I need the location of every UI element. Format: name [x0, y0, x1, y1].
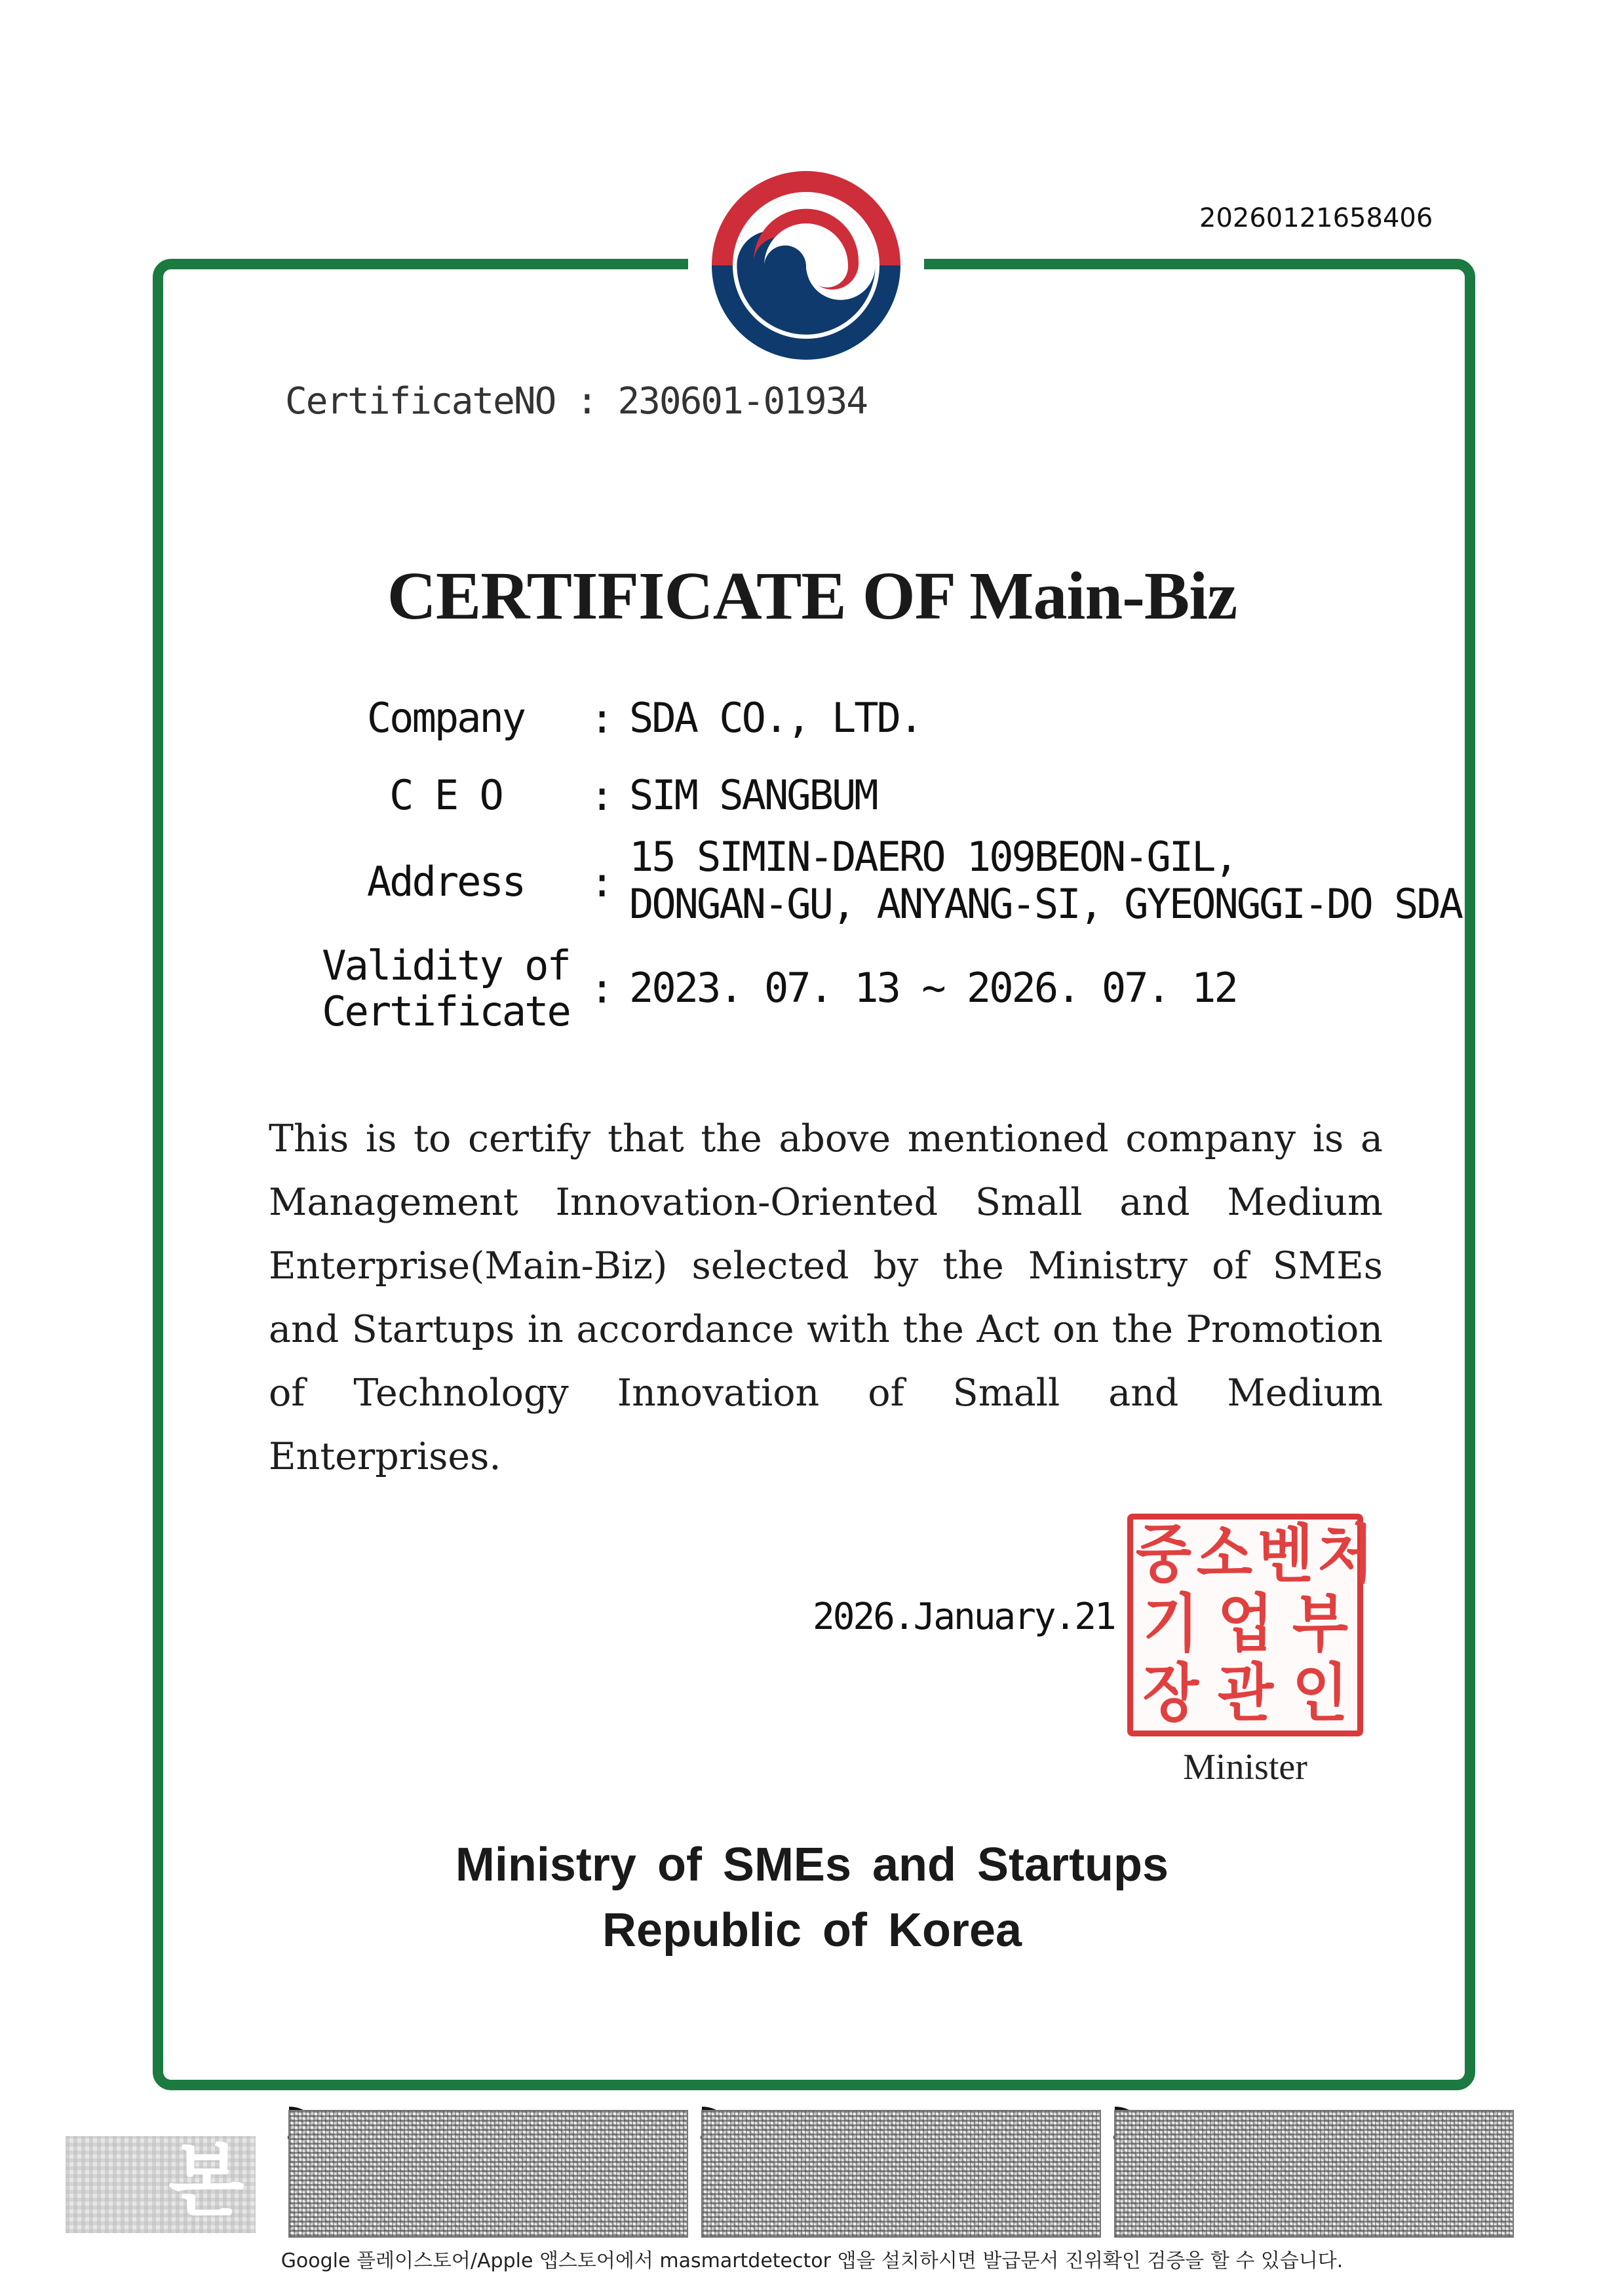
company-label: Company [366, 694, 525, 742]
document-issue-number: 20260121658406 [1199, 203, 1433, 233]
issuer-country: Republic of Korea [602, 1904, 1022, 1957]
official-seal [1127, 1514, 1374, 1736]
seal-row-3 [1133, 1658, 1357, 1728]
certificate-number: CertificateNO : 230601-01934 [285, 380, 868, 423]
validity-label-line-2: Certificate [322, 987, 570, 1035]
seal-char: 장 [1142, 1656, 1199, 1730]
ceo-value: SIM SANGBUM [629, 771, 877, 819]
company-colon: : [590, 695, 615, 742]
seal-char: 기 [1142, 1587, 1199, 1660]
signatory-title: Minister [1183, 1747, 1307, 1788]
address-line-2: DONGAN-GU, ANYANG-SI, GYEONGGI-DO SDA [629, 880, 1462, 928]
ceo-label: C E O [389, 771, 502, 819]
address-label: Address [366, 858, 525, 906]
seal-row-1 [1133, 1518, 1374, 1591]
issuer-ministry: Ministry of SMEs and Startups [455, 1839, 1169, 1891]
seal-char: 처 [1317, 1518, 1374, 1591]
address-colon: : [590, 858, 615, 906]
seal-char: 관 [1217, 1656, 1273, 1730]
seal-char: 소 [1196, 1518, 1252, 1591]
ceo-colon: : [590, 772, 615, 820]
taegeuk-icon [701, 161, 911, 370]
seal-row-2 [1133, 1589, 1357, 1658]
validity-colon: : [590, 965, 615, 1012]
certificate-title: CERTIFICATE OF Main-Biz [387, 558, 1237, 634]
verification-code-1 [288, 2110, 688, 2238]
government-emblem [688, 154, 924, 377]
address-line-1: 15 SIMIN-DAERO 109BEON-GIL, [629, 833, 1237, 881]
seal-char: 부 [1292, 1587, 1348, 1660]
certification-statement: This is to certify that the above mentioned company is a Management Innovation-Oriented Small and Medium Enterprise(Main-Biz) selected by the Ministry of SMEs and Startups in accordance with the Act on the Promotion of Technology Innovation of Small and Medium Enterprises. [269, 1117, 1383, 1478]
seal-char: 인 [1292, 1656, 1348, 1730]
seal-char: 업 [1217, 1587, 1273, 1660]
verification-code-3 [1114, 2110, 1514, 2238]
validity-label-line-1: Validity of [322, 942, 570, 989]
seal-char: 벤 [1257, 1518, 1313, 1591]
validity-value: 2023. 07. 13 ~ 2026. 07. 12 [629, 964, 1237, 1012]
seal-char: 중 [1135, 1518, 1192, 1591]
verification-footer-note: Google 플레이스토어/Apple 앱스토어에서 masmartdetector 앱을 설치하시면 발급문서 진위확인 검증을 할 수 있습니다. [280, 2249, 1344, 2272]
company-value: SDA CO., LTD. [629, 694, 922, 742]
copy-mark: 본 [168, 2136, 244, 2227]
verification-code-2 [701, 2110, 1101, 2238]
issue-date: 2026.January.21 [813, 1596, 1115, 1638]
